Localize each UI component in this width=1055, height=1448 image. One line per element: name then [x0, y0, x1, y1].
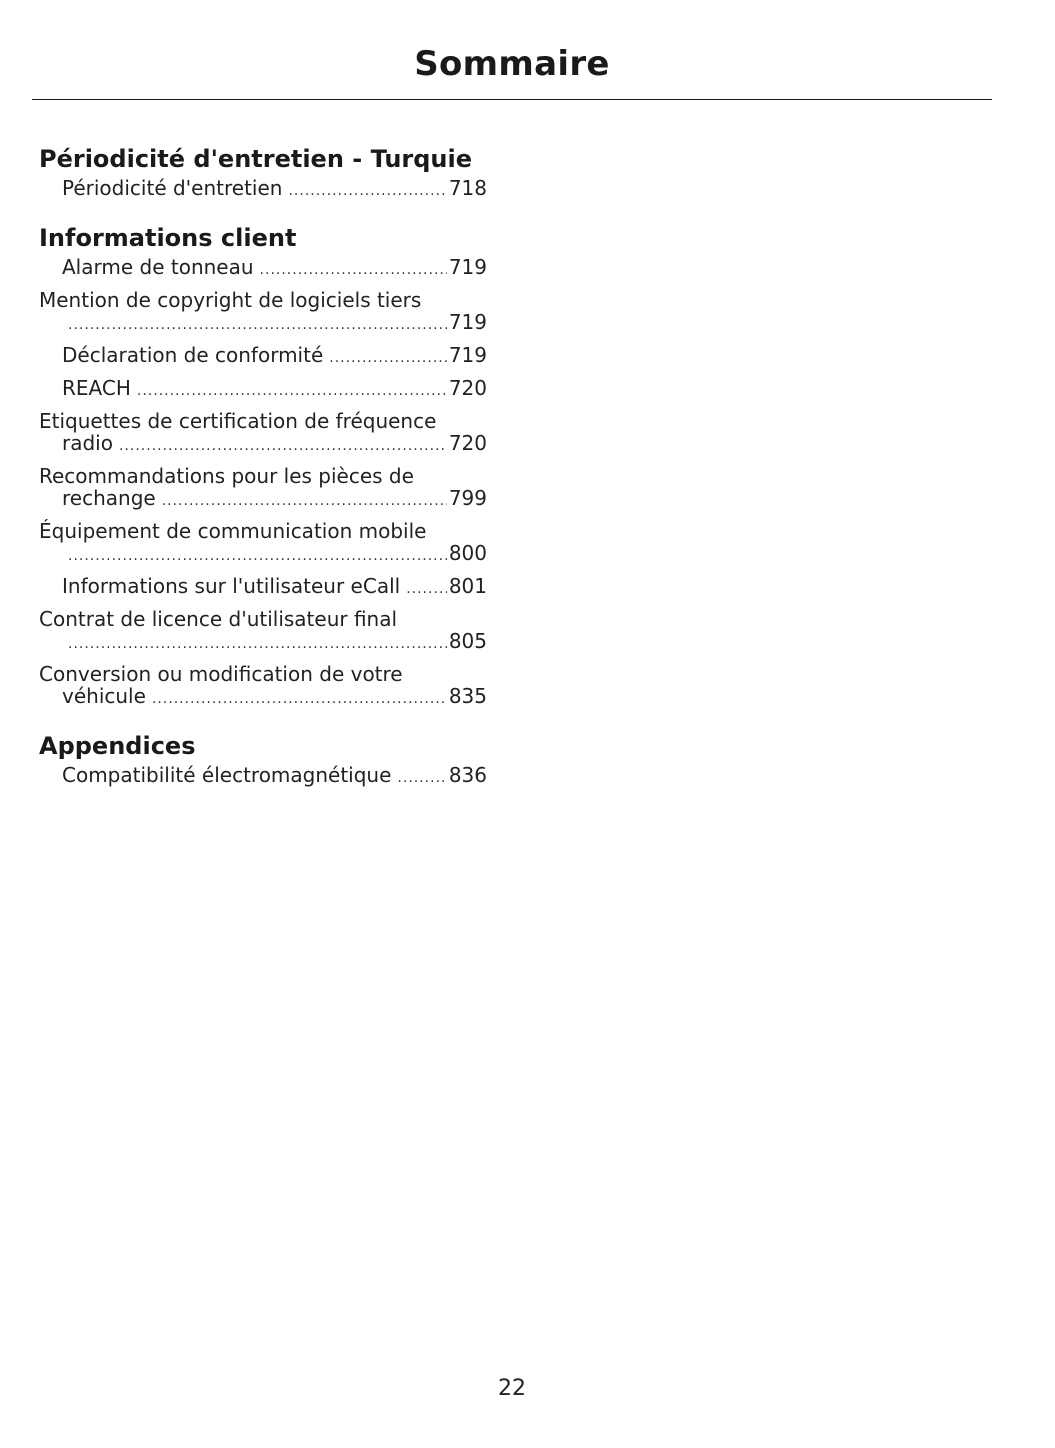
entry-page-number: 805	[448, 629, 487, 653]
entry-title: REACH	[62, 376, 131, 400]
entry-page-number: 836	[448, 763, 487, 787]
entry-page-number: 718	[448, 176, 487, 200]
entry-title-continued: rechange	[62, 486, 156, 510]
toc-entry[interactable]	[39, 764, 487, 789]
entry-title: Etiquettes de certification de fréquence	[39, 409, 437, 433]
entry-page-number: 720	[448, 376, 487, 400]
dot-leader	[68, 633, 447, 655]
entry-page-number: 719	[448, 255, 487, 279]
dot-leader	[162, 490, 447, 512]
toc-entry[interactable]	[39, 377, 487, 402]
dot-leader	[288, 180, 446, 202]
dot-leader	[152, 688, 447, 710]
table-of-contents	[39, 145, 487, 797]
entry-page-number: 800	[448, 541, 487, 565]
dot-leader	[68, 545, 447, 567]
toc-entry[interactable]	[39, 663, 487, 710]
dot-leader	[329, 347, 447, 369]
entry-page-number: 799	[448, 486, 487, 510]
entry-title: Périodicité d'entretien	[62, 176, 283, 200]
entry-title: Alarme de tonneau	[62, 255, 254, 279]
toc-section-maintenance-turkey	[39, 145, 487, 202]
entry-page-number: 719	[448, 343, 487, 367]
dot-leader	[397, 767, 446, 789]
toc-entry[interactable]	[39, 608, 487, 655]
entry-title-continued: véhicule	[62, 684, 146, 708]
dot-leader	[137, 380, 447, 402]
entry-title: Recommandations pour les pièces de	[39, 464, 414, 488]
toc-entry[interactable]	[39, 344, 487, 369]
entry-title: Conversion ou modification de votre	[39, 662, 403, 686]
toc-section-appendices	[39, 732, 487, 789]
toc-section-customer-information	[39, 224, 487, 710]
entry-title: Contrat de licence d'utilisateur final	[39, 607, 398, 631]
toc-entry[interactable]	[39, 410, 487, 457]
dot-leader	[260, 259, 447, 281]
section-heading: Périodicité d'entretien - Turquie	[39, 145, 473, 173]
dot-leader	[119, 435, 447, 457]
dot-leader	[406, 578, 447, 600]
toc-entry[interactable]	[39, 575, 487, 600]
toc-entry[interactable]	[39, 289, 487, 336]
entry-title: Équipement de communication mobile	[39, 519, 427, 543]
toc-entry[interactable]	[39, 177, 487, 202]
toc-entry[interactable]	[39, 256, 487, 281]
entry-title: Déclaration de conformité	[62, 343, 324, 367]
section-heading: Informations client	[39, 224, 297, 252]
entry-title-continued: radio	[62, 431, 113, 455]
toc-entry[interactable]	[39, 465, 487, 512]
section-heading: Appendices	[39, 732, 196, 760]
entry-page-number: 801	[448, 574, 487, 598]
entry-title: Informations sur l'utilisateur eCall	[62, 574, 401, 598]
entry-title: Compatibilité électromagnétique	[62, 763, 392, 787]
page-number: 22	[498, 1376, 526, 1401]
entry-page-number: 719	[448, 310, 487, 334]
entry-title: Mention de copyright de logiciels tiers	[39, 288, 422, 312]
page-title: Sommaire	[414, 44, 610, 84]
title-divider	[32, 99, 992, 100]
entry-page-number: 835	[448, 684, 487, 708]
entry-page-number: 720	[448, 431, 487, 455]
dot-leader	[68, 314, 447, 336]
toc-entry[interactable]	[39, 520, 487, 567]
